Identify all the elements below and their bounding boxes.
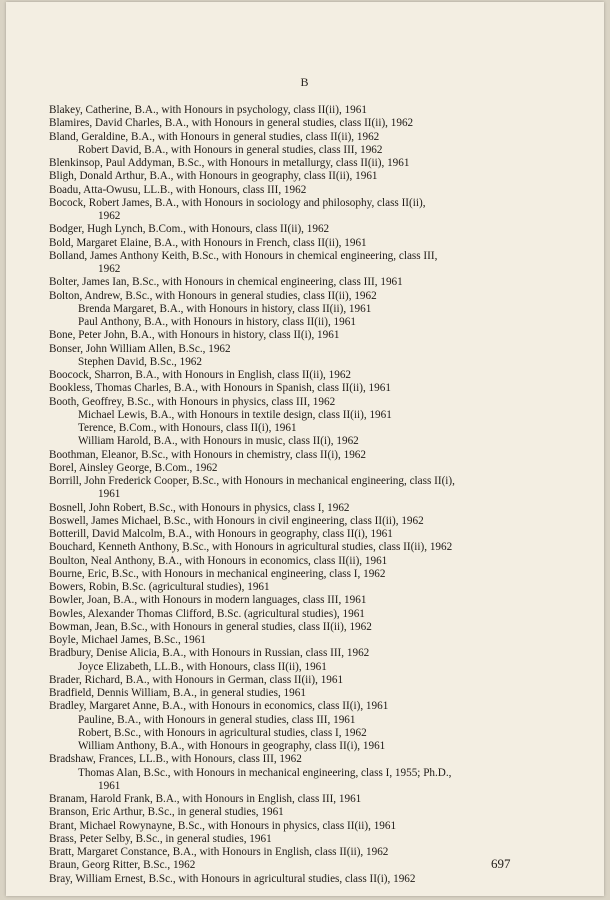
list-entry: Bowles, Alexander Thomas Clifford, B.Sc. (agricultural studies), 1961 [49,607,365,620]
list-entry: Blenkinsop, Paul Addyman, B.Sc., with Honours in metallurgy, class II(ii), 1961 [49,157,410,169]
list-entry: Bonser, John William Allen, B.Sc., 1962 [49,342,231,355]
sub-entry: Michael Lewis, B.A., with Honours in textile design, class II(ii), 1961 [78,408,392,421]
document-page [6,2,604,896]
sub-entry: William Harold, B.A., with Honours in music, class II(i), 1962 [78,435,359,448]
list-entry: Bolton, Andrew, B.Sc., with Honours in general studies, class II(ii), 1962 [49,289,377,302]
sub-entry: Robert, B.Sc., with Honours in agricultural studies, class I, 1962 [78,726,367,739]
list-entry: Bradshaw, Frances, LL.B., with Honours, class III, 1962 [49,753,302,766]
sub-entry: Pauline, B.A., with Honours in general studies, class III, 1961 [78,713,356,726]
list-entry: Braun, Georg Ritter, B.Sc., 1962 [49,859,196,872]
list-entry: Booth, Geoffrey, B.Sc., with Honours in physics, class III, 1962 [49,395,336,408]
section-letter-heading: B [300,75,310,89]
list-entry: Boyle, Michael James, B.Sc., 1961 [49,634,206,646]
list-entry: Bland, Geraldine, B.A., with Honours in general studies, class II(ii), 1962 [49,130,380,143]
sub-entry: Robert David, B.A., with Honours in general studies, class III, 1962 [78,143,383,156]
list-entry: Bone, Peter John, B.A., with Honours in history, class II(i), 1961 [49,329,340,342]
sub-entry: Stephen David, B.Sc., 1962 [78,355,202,368]
list-entry: Bouchard, Kenneth Anthony, B.Sc., with Honours in agricultural studies, class II(ii), 1962 [49,541,453,554]
entry-continuation: 1961 [98,779,121,792]
list-entry: Blakey, Catherine, B.A., with Honours in psychology, class II(ii), 1961 [49,104,367,116]
list-entry: Bolter, James Ian, B.Sc., with Honours in chemical engineering, class III, 1961 [49,276,403,289]
list-entry: Bosnell, John Robert, B.Sc., with Honours in physics, class I, 1962 [49,501,350,514]
list-entry: Bodger, Hugh Lynch, B.Com., with Honours, class II(ii), 1962 [49,223,330,236]
list-entry: Boswell, James Michael, B.Sc., with Honours in civil engineering, class II(ii), 1962 [49,514,424,527]
list-entry: Bolland, James Anthony Keith, B.Sc., with Honours in chemical engineering, class III, [49,249,438,262]
list-entry: Bowers, Robin, B.Sc. (agricultural studies), 1961 [49,581,270,593]
list-entry: Bocock, Robert James, B.A., with Honours in sociology and philosophy, class II(ii), [49,196,426,209]
list-entry: Boulton, Neal Anthony, B.A., with Honours in economics, class II(ii), 1961 [49,554,388,567]
list-entry: Botterill, David Malcolm, B.A., with Honours in geography, class II(i), 1961 [49,528,393,540]
list-entry: Brader, Richard, B.A., with Honours in German, class II(ii), 1961 [49,673,344,686]
list-entry: Bratt, Margaret Constance, B.A., with Honours in English, class II(ii), 1962 [49,846,389,858]
sub-entry: Joyce Elizabeth, LL.B., with Honours, class II(ii), 1961 [78,660,327,673]
list-entry: Branson, Eric Arthur, B.Sc., in general studies, 1961 [49,806,284,819]
list-entry: Boocock, Sharron, B.A., with Honours in English, class II(ii), 1962 [49,369,352,381]
list-entry: Boadu, Atta-Owusu, LL.B., with Honours, class III, 1962 [49,183,307,196]
sub-entry: Brenda Margaret, B.A., with Honours in history, class II(ii), 1961 [78,302,372,315]
list-entry: Borel, Ainsley George, B.Com., 1962 [49,461,218,474]
sub-entry: Paul Anthony, B.A., with Honours in history, class II(ii), 1961 [78,316,356,328]
entry-continuation: 1962 [98,263,121,275]
entry-continuation: 1961 [98,488,121,501]
list-entry: Bowler, Joan, B.A., with Honours in modern languages, class III, 1961 [49,594,367,607]
sub-entry: Terence, B.Com., with Honours, class II(i), 1961 [78,422,297,434]
entry-continuation: 1962 [98,210,121,222]
list-entry: Bourne, Eric, B.Sc., with Honours in mechanical engineering, class I, 1962 [49,567,386,580]
list-entry: Bray, William Ernest, B.Sc., with Honours in agricultural studies, class II(i), 1962 [49,872,416,885]
sub-entry: Thomas Alan, B.Sc., with Honours in mechanical engineering, class I, 1955; Ph.D., [78,766,452,779]
list-entry: Bookless, Thomas Charles, B.A., with Honours in Spanish, class II(ii), 1961 [49,382,391,395]
list-entry: Bold, Margaret Elaine, B.A., with Honours in French, class II(ii), 1961 [49,236,367,249]
list-entry: Bligh, Donald Arthur, B.A., with Honours in geography, class II(ii), 1961 [49,170,378,183]
list-entry: Branam, Harold Frank, B.A., with Honours in English, class III, 1961 [49,793,362,805]
list-entry: Borrill, John Frederick Cooper, B.Sc., with Honours in mechanical engineering, class II(i), [49,475,455,487]
sub-entry: William Anthony, B.A., with Honours in geography, class II(i), 1961 [78,740,386,752]
list-entry: Bowman, Jean, B.Sc., with Honours in general studies, class II(ii), 1962 [49,620,372,633]
list-entry: Blamires, David Charles, B.A., with Honours in general studies, class II(ii), 1962 [49,117,414,130]
list-entry: Bradbury, Denise Alicia, B.A., with Honours in Russian, class III, 1962 [49,647,370,660]
page-number: 697 [491,856,511,871]
list-entry: Bradfield, Dennis William, B.A., in general studies, 1961 [49,687,306,699]
list-entry: Brant, Michael Rowynayne, B.Sc., with Honours in physics, class II(ii), 1961 [49,819,397,832]
list-entry: Brass, Peter Selby, B.Sc., in general studies, 1961 [49,832,272,845]
list-entry: Bradley, Margaret Anne, B.A., with Honours in economics, class II(i), 1961 [49,700,389,713]
graduate-list [49,104,517,886]
list-entry: Boothman, Eleanor, B.Sc., with Honours in chemistry, class II(i), 1962 [49,448,366,461]
